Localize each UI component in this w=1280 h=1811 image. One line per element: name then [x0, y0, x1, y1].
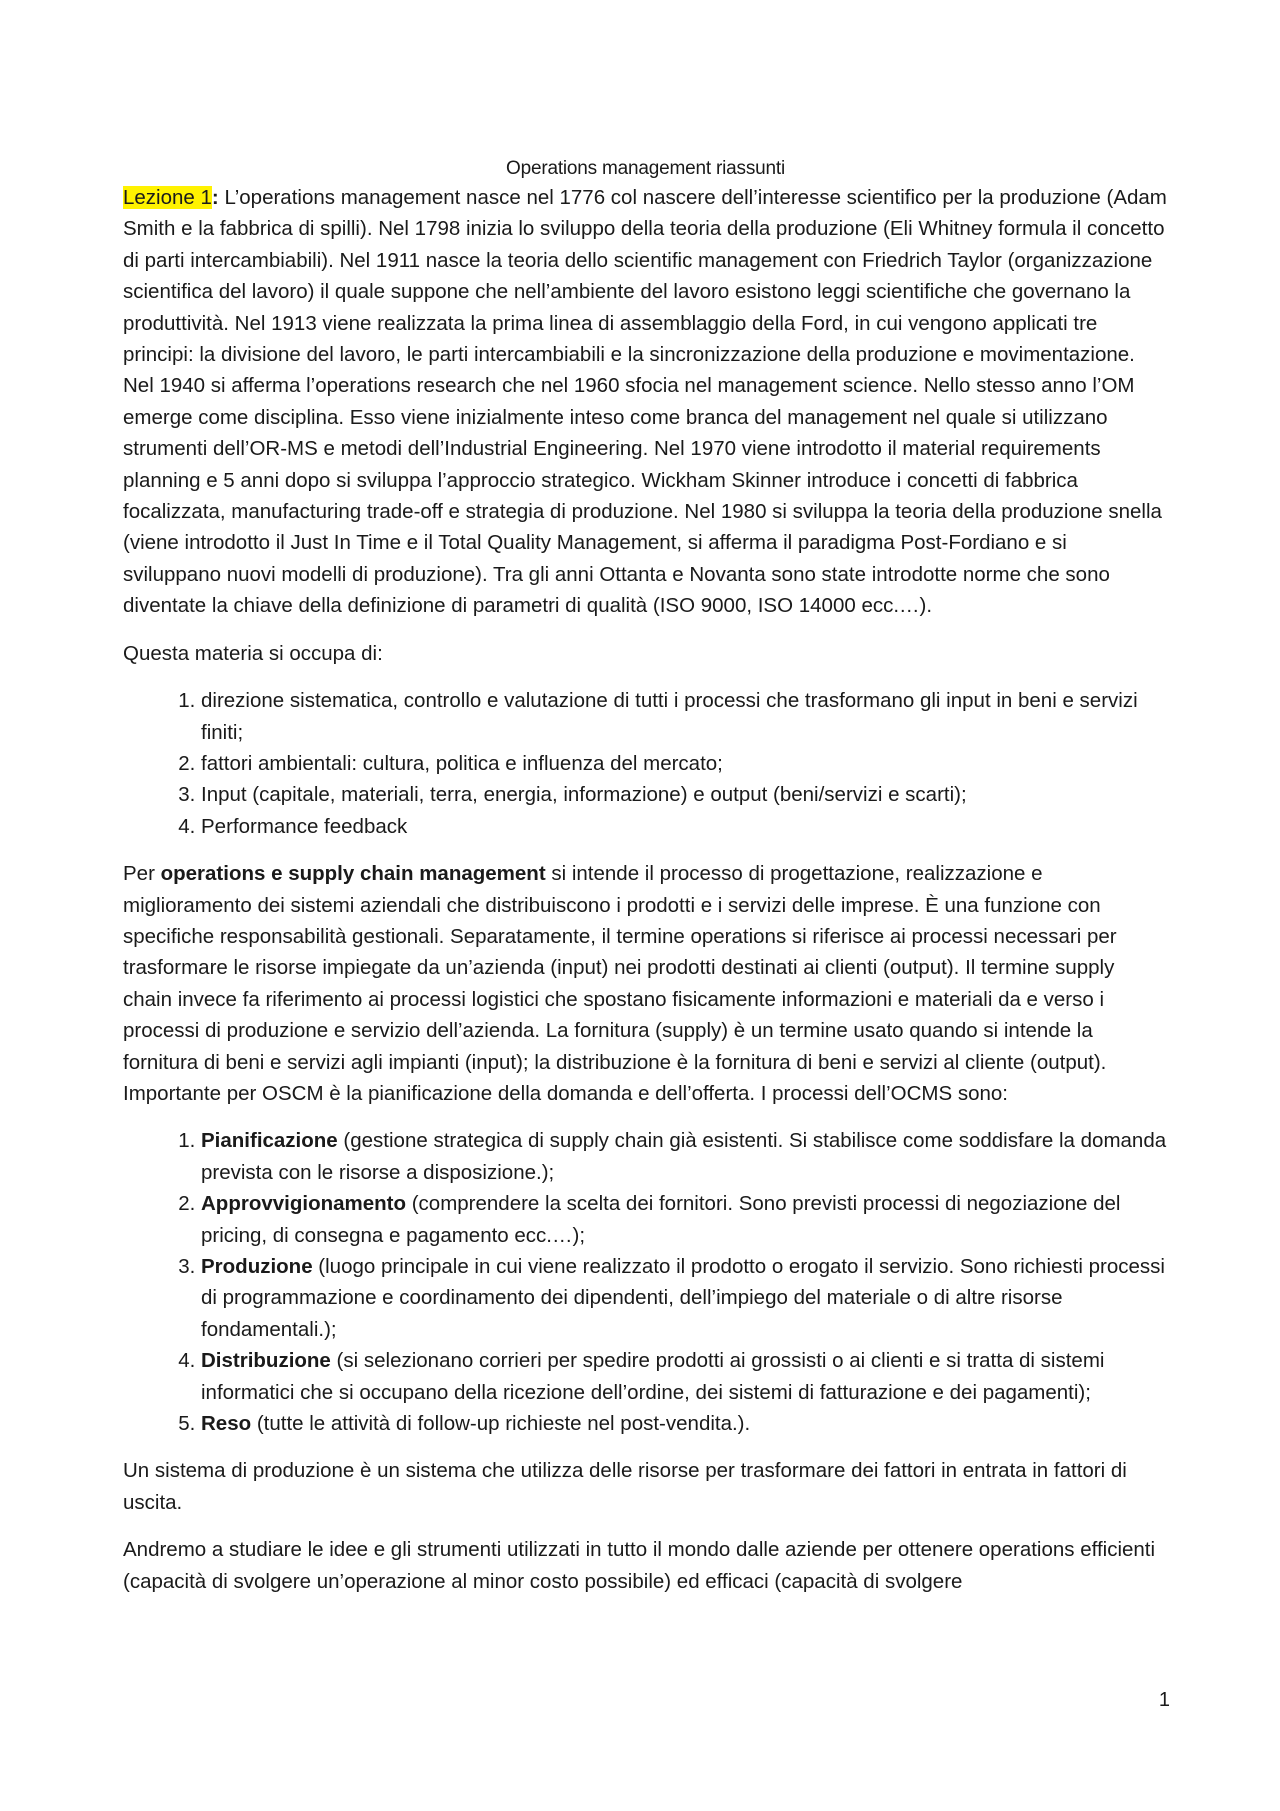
oscm-prefix: Per [123, 862, 161, 886]
list-item: 2. fattori ambientali: cultura, politica e influenza del mercato; [201, 748, 1168, 779]
process-term: Reso [201, 1412, 252, 1436]
process-term: Pianificazione [201, 1129, 338, 1153]
document-title: Operations management riassunti [506, 158, 785, 179]
process-term: Produzione [201, 1255, 313, 1278]
process-text: (tutte le attività di follow-up richieste nel post-vendita.). [251, 1412, 751, 1436]
oscm-text: si intende il processo di progettazione, realizzazione e miglioramento dei sistemi aziendali che distribuiscono i prodotti e i servizi delle imprese. È una funzione con specifiche responsabilità gestionali. Separatamente, il termine operations si riferisce ai processi necessari per trasformare le risorse impiegate da un’azienda (input) nei prodotti destinati ai clienti (output). Il termine supply chain invece fa riferimento ai processi logistici che spostano fisicamente informazioni e materiali da e verso i processi di produzione e servizio dell’azienda. La fornitura (supply) è un termine usato quando si intende la fornitura di beni e servizi agli impianti (input); la distribuzione è la fornitura di beni e servizi al cliente (output). Importante per OSCM è la pianificazione della domanda e dell’offerta. I processi dell’OCMS sono: [123, 862, 1117, 1105]
list-item [201, 1188, 1168, 1251]
lesson-paragraph [123, 182, 1168, 622]
list-item: 3. Input (capitale, materiali, terra, energia, informazione) e output (beni/servizi e scarti); [201, 779, 1168, 810]
process-text: (luogo principale in cui viene realizzato il prodotto o erogato il servizio. Sono richiesti processi di programmazione e coordinamento dei dipendenti, dell’impiego del materiale o di altre risorse fondamentali.); [201, 1255, 1165, 1341]
list-item [201, 1408, 1168, 1439]
oscm-paragraph [123, 858, 1168, 1109]
list-item [201, 1345, 1168, 1408]
lesson-label: Lezione 1 [123, 186, 212, 209]
process-text: (si selezionano corrieri per spedire prodotti ai grossisti o ai clienti e si tratta di sistemi informatici che si occupano della ricezione dell’ordine, dei sistemi di fatturazione e dei pagamenti); [201, 1349, 1105, 1404]
process-term: Distribuzione [201, 1349, 331, 1373]
intro-list [123, 685, 1168, 842]
oscm-term: operations e supply chain management [160, 862, 546, 886]
page-number: 1 [1158, 1689, 1170, 1711]
processes-list [123, 1125, 1168, 1439]
list-item: 1. direzione sistematica, controllo e valutazione di tutti i processi che trasformano gli input in beni e servizi finiti; [201, 685, 1168, 748]
process-term: Approvvigionamento [201, 1192, 407, 1216]
process-text: (comprendere la scelta dei fornitori. Sono previsti processi di negoziazione del pricing, di consegna e pagamento ecc.…); [201, 1192, 1121, 1247]
intro-list-label: Questa materia si occupa di: [123, 641, 383, 665]
list-item [201, 1251, 1168, 1345]
page-content [123, 156, 1168, 1613]
lesson-text: L’operations management nasce nel 1776 col nascere dell’interesse scientifico per la produzione (Adam Smith e la fabbrica di spilli). Nel 1798 inizia lo sviluppo della teoria della produzione (Eli Whitney formula il concetto di parti intercambiabili). Nel 1911 nasce la teoria dello scientific management con Friedrich Taylor (organizzazione scientifica del lavoro) il quale suppone che nell’ambiente del lavoro esistono leggi scientifiche che governano la produttività. Nel 1913 viene realizzata la prima linea di assemblaggio della Ford, in cui vengono applicati tre principi: la divisione del lavoro, le parti intercambiabili e la sincronizzazione della produzione e movimentazione. Nel 1940 si afferma l’operations research che nel 1960 sfocia nel management science. Nello stesso anno l’OM emerge come disciplina. Esso viene inizialmente inteso come branca del management nel quale si utilizzano strumenti dell’OR-MS e metodi dell’Industrial Engineering. Nel 1970 viene introdotto il material requirements planning e 5 anni dopo si sviluppa l’approccio strategico. Wickham Skinner introduce i concetti di fabbrica focalizzata, manufacturing trade-off e strategia di produzione. Nel 1980 si sviluppa la teoria della produzione snella (viene introdotto il Just In Time e il Total Quality Management, si afferma il paradigma Post-Fordiano e si sviluppano nuovi modelli di produzione). Tra gli anni Ottanta e Novanta sono state introdotte norme che sono diventate la chiave della definizione di parametri di qualità (ISO 9000, ISO 14000 ecc.…). [123, 186, 1167, 618]
list-item: 4. Performance feedback [201, 811, 1168, 842]
closing-paragraph: Andremo a studiare le idee e gli strumenti utilizzati in tutto il mondo dalle aziende per ottenere operations efficienti (capacità di svolgere un’operazione al minor costo possibile) ed efficaci (capacità di svolgere [123, 1538, 1156, 1593]
production-system-paragraph: Un sistema di produzione è un sistema che utilizza delle risorse per trasformare dei fattori in entrata in fattori di uscita. [123, 1459, 1127, 1514]
list-item [201, 1125, 1168, 1188]
lesson-colon: : [211, 186, 219, 209]
process-text: (gestione strategica di supply chain già esistenti. Si stabilisce come soddisfare la domanda prevista con le risorse a disposizione.); [201, 1129, 1167, 1184]
